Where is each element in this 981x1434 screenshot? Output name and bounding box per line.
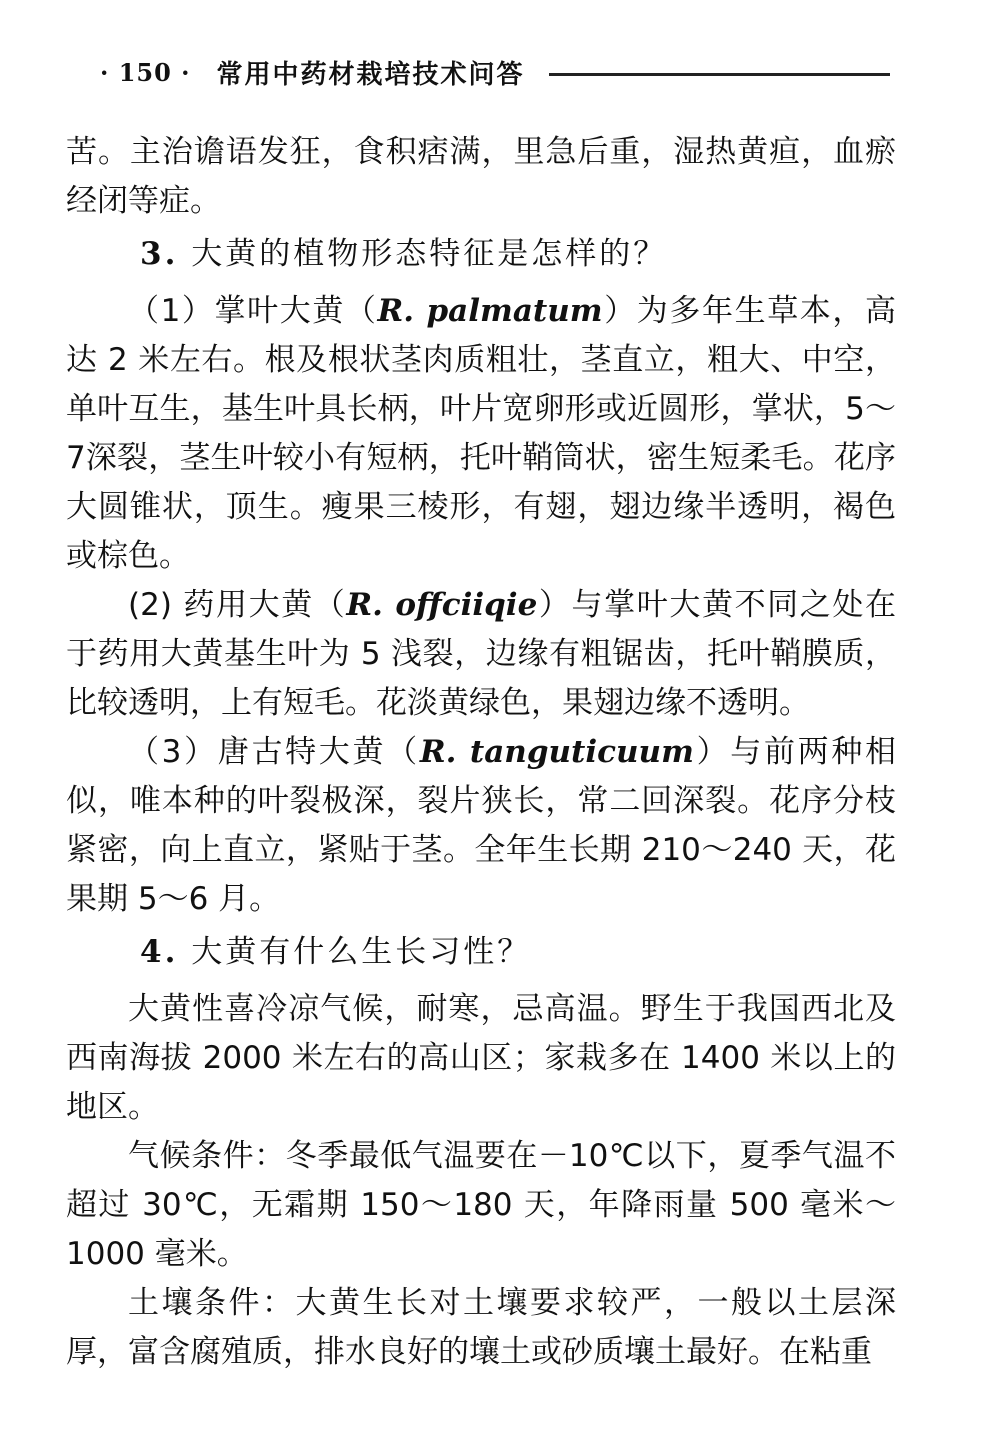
latin-name-palmatum: R. palmatum (377, 293, 603, 329)
page-body (66, 128, 896, 1377)
paragraph-officinale-text: ）与掌叶大黄不同之处在于药用大黄基生叶为 5 浅裂，边缘有粗锯齿，托叶鞘膜质，比较透明，上有短毛。花淡黄绿色，果翅边缘不透明。 (66, 587, 897, 721)
page-header (100, 52, 890, 92)
page-number: · 150 · (100, 57, 191, 87)
paragraph-climate: 气候条件：冬季最低气温要在－10℃以下，夏季气温不超过 30℃，无霜期 150～180 天，年降雨量 500 毫米～1000 毫米。 (66, 1138, 896, 1272)
question-3-title: 大黄的植物形态特征是怎样的？ (191, 236, 668, 272)
paragraph-tanguticum-text: ）与前两种相似，唯本种的叶裂极深，裂片狭长，常二回深裂。花序分枝紧密，向上直立，紧贴于茎。全年生长期 210～240 天，花果期 5～6 月。 (66, 734, 896, 917)
paragraph-intro: 苦。主治谵语发狂，食积痞满，里急后重，湿热黄疸，血瘀经闭等症。 (66, 134, 896, 219)
paragraph-officinale-prefix: (2) 药用大黄（ (128, 587, 347, 623)
latin-name-officinale: R. offciiqie (346, 587, 538, 623)
question-4-heading (66, 928, 896, 977)
question-4-title: 大黄有什么生长习性？ (191, 934, 532, 970)
paragraph-palmatum-text: ）为多年生草本，高达 2 米左右。根及根状茎肉质粗壮，茎直立，粗大、中空，单叶互生，基生叶具长柄，叶片宽卵形或近圆形，掌状，5～7深裂，茎生叶较小有短柄，托叶鞘筒状，密生短柔毛。花序大圆锥状，顶生。瘦果三棱形，有翅，翅边缘半透明，褐色或棕色。 (66, 293, 897, 574)
paragraph-tanguticum (66, 728, 896, 924)
paragraph-tanguticum-prefix: （3）唐古特大黄（ (128, 734, 420, 770)
paragraph-palmatum-prefix: （1）掌叶大黄（ (128, 293, 378, 329)
book-title: 常用中药材栽培技术问答 (216, 59, 525, 90)
paragraph-palmatum (66, 287, 896, 581)
question-3-number: 3. (140, 236, 179, 272)
latin-name-tanguticum: R. tanguticuum (419, 734, 694, 770)
paragraph-officinale (66, 581, 896, 728)
header-rule (549, 73, 890, 76)
paragraph-habit: 大黄性喜冷凉气候，耐寒，忌高温。野生于我国西北及西南海拔 2000 米左右的高山区；家栽多在 1400 米以上的地区。 (66, 991, 896, 1125)
question-3-heading (66, 230, 896, 279)
paragraph-soil: 土壤条件：大黄生长对土壤要求较严，一般以土层深厚，富含腐殖质，排水良好的壤土或砂质壤土最好。在粘重 (66, 1285, 896, 1370)
question-4-number: 4. (140, 934, 179, 970)
